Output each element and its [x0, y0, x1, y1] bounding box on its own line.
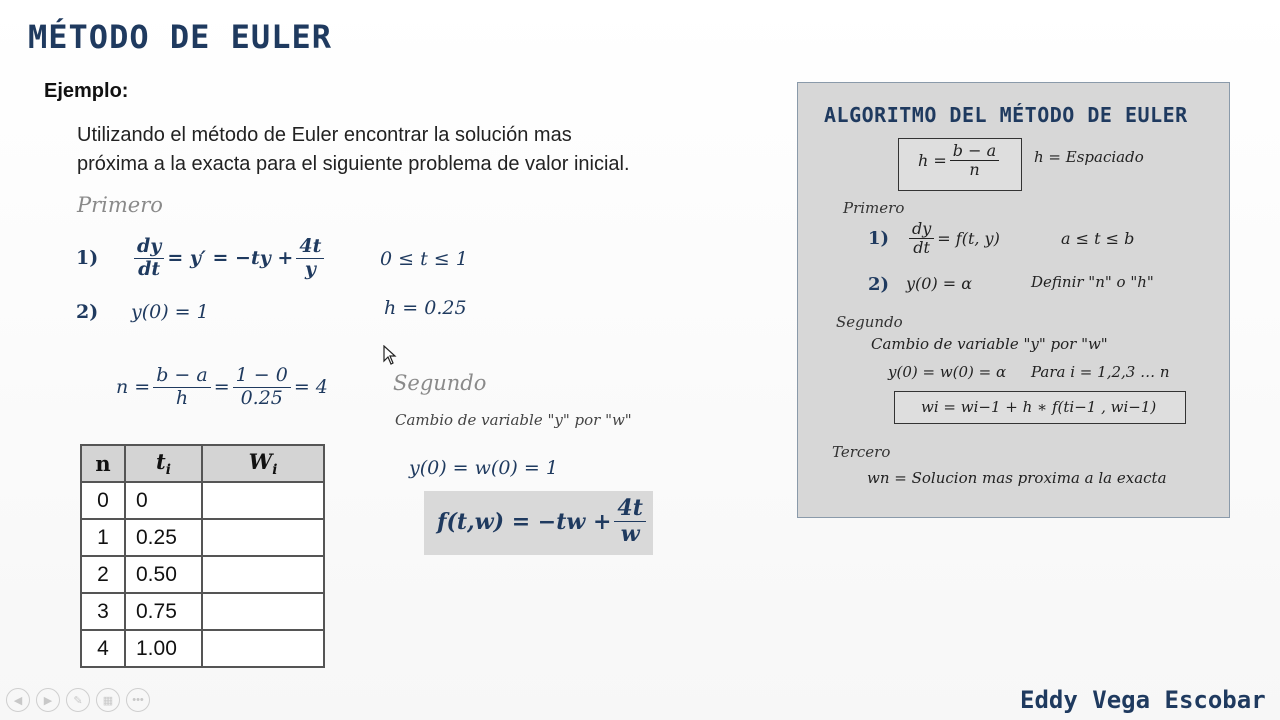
table-row — [81, 593, 324, 630]
cell-n: 3 — [81, 593, 125, 630]
mouse-cursor-icon — [383, 345, 397, 365]
dy-num: dy — [134, 236, 164, 259]
header-wi: $W_i$ — [202, 445, 324, 482]
algo-step-1-rhs: = f(t, y) — [937, 229, 1000, 249]
intro-line-2: próxima a la exacta para el siguiente problema de valor inicial. — [77, 153, 630, 175]
algo-solution: wn = Solucion mas proxima a la exacta — [867, 469, 1167, 487]
next-icon[interactable]: ▶ — [36, 688, 60, 712]
n-eq: = — [213, 376, 230, 399]
problem-statement — [77, 121, 630, 179]
dt-den: dt — [138, 257, 161, 280]
cell-n: 1 — [81, 519, 125, 556]
y-den: y — [304, 257, 316, 280]
cell-t: 0.75 — [125, 593, 202, 630]
h-fraction — [950, 142, 999, 180]
algo-tercero: Tercero — [832, 443, 891, 461]
algo-dt: dt — [913, 238, 930, 258]
cell-t: 0.50 — [125, 556, 202, 593]
cell-w[interactable] — [202, 519, 324, 556]
dy-dt-fraction — [134, 236, 164, 281]
h-description: h = Espaciado — [1034, 148, 1144, 166]
t-range: 0 ≤ t ≤ 1 — [380, 248, 468, 270]
n-f2-den: 0.25 — [240, 386, 283, 409]
change-variable-text: Cambio de variable "y" por "w" — [395, 411, 632, 429]
intro-line-1: Utilizando el método de Euler encontrar la solución mas — [77, 124, 572, 146]
prev-icon[interactable]: ◀ — [6, 688, 30, 712]
equation-1 — [76, 236, 327, 281]
n-result: = 4 — [293, 376, 328, 399]
pen-icon[interactable]: ✎ — [66, 688, 90, 712]
initial-condition: y(0) = 1 — [131, 301, 209, 323]
y-w-equation: y(0) = w(0) = 1 — [409, 457, 558, 479]
cell-t: 1.00 — [125, 630, 202, 667]
equation-2-number: 2) — [76, 301, 99, 323]
n-lhs: n = — [116, 376, 151, 399]
cell-w[interactable] — [202, 630, 324, 667]
example-label: Ejemplo: — [44, 80, 129, 102]
algo-step-2 — [868, 274, 972, 295]
algo-initial-condition: y(0) = α — [906, 274, 973, 293]
cell-t: 0 — [125, 482, 202, 519]
n-calculation — [116, 365, 328, 410]
algo-definir: Definir "n" o "h" — [1031, 273, 1154, 291]
table-row — [81, 482, 324, 519]
4t-y-fraction — [296, 236, 324, 281]
algorithm-title: ALGORITMO DEL MÉTODO DE EULER — [824, 103, 1188, 127]
algo-para: Para i = 1,2,3 … n — [1031, 363, 1170, 381]
algo-range: a ≤ t ≤ b — [1061, 229, 1135, 248]
h-value: h = 0.25 — [384, 297, 467, 319]
algo-primero: Primero — [843, 199, 905, 217]
n-fraction-2 — [233, 365, 291, 410]
cell-w[interactable] — [202, 556, 324, 593]
algo-step-1 — [868, 220, 1000, 258]
equation-1-number: 1) — [76, 247, 99, 270]
table-row — [81, 630, 324, 667]
algo-yw: y(0) = w(0) = α — [888, 363, 1007, 381]
algo-dy: dy — [909, 220, 934, 239]
algo-step-2-number: 2) — [868, 274, 890, 295]
function-den: w — [620, 521, 640, 548]
function-num: 4t — [614, 496, 645, 522]
cell-t: 0.25 — [125, 519, 202, 556]
algo-segundo: Segundo — [836, 313, 903, 331]
function-lhs: f(t,w) = −tw + — [437, 508, 612, 535]
step-segundo: Segundo — [393, 371, 487, 395]
function-equation — [437, 496, 649, 548]
slides-icon[interactable]: ▦ — [96, 688, 120, 712]
table-header-row — [81, 445, 324, 482]
cell-n: 0 — [81, 482, 125, 519]
function-fraction — [614, 496, 645, 548]
algo-step-1-number: 1) — [868, 228, 890, 250]
table-row — [81, 519, 324, 556]
table-row — [81, 556, 324, 593]
algo-cambio: Cambio de variable "y" por "w" — [871, 335, 1108, 353]
n-f2-num: 1 − 0 — [233, 365, 291, 388]
cell-n: 2 — [81, 556, 125, 593]
h-num: b − a — [950, 142, 999, 161]
n-fraction-1 — [153, 365, 211, 410]
step-primero: Primero — [77, 193, 163, 217]
euler-formula: wi = wi−1 + h ∗ f(ti−1 , wi−1) — [921, 398, 1157, 416]
n-f1-num: b − a — [153, 365, 211, 388]
euler-table — [80, 444, 325, 668]
cell-w[interactable] — [202, 482, 324, 519]
algo-dy-dt — [909, 220, 934, 258]
header-n: n — [81, 445, 125, 482]
cell-n: 4 — [81, 630, 125, 667]
h-formula — [918, 142, 1002, 180]
equation-2 — [76, 301, 209, 323]
more-icon[interactable]: ••• — [126, 688, 150, 712]
equation-1-middle: = y′ = −ty + — [167, 247, 294, 270]
n-f1-den: h — [175, 386, 189, 409]
author-name: Eddy Vega Escobar — [1020, 686, 1266, 714]
header-ti: $t_i$ — [125, 445, 202, 482]
page-title: MÉTODO DE EULER — [28, 18, 332, 56]
h-den: n — [969, 160, 980, 180]
slide-nav-controls — [6, 688, 150, 712]
h-lhs: h = — [918, 151, 947, 171]
cell-w[interactable] — [202, 593, 324, 630]
4t-num: 4t — [296, 236, 324, 259]
